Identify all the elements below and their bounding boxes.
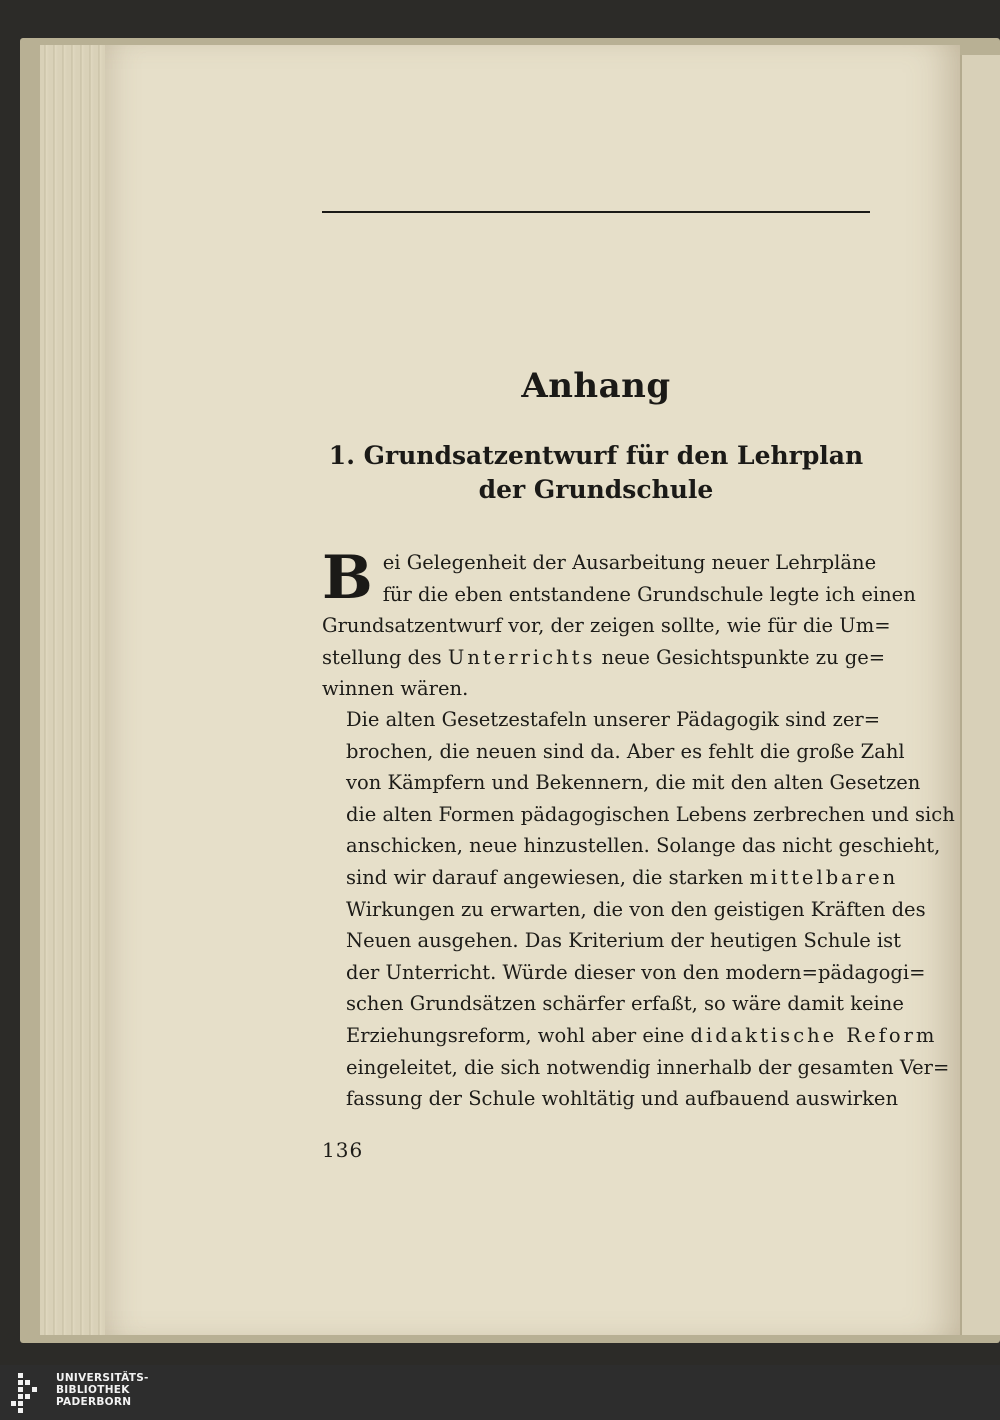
text-run: stellung des — [322, 645, 448, 669]
library-name-line: PADERBORN — [56, 1396, 132, 1408]
text-line: anschicken, neue hinzustellen. Solange das nicht geschieht, — [346, 834, 941, 858]
text-line: ei Gelegenheit der Ausarbeitung neuer Lehrpläne — [382, 551, 877, 574]
text-run: neue Gesichtspunkte zu ge= — [595, 645, 886, 669]
text-line: für die eben entstandene Grundschule legte ich einen — [382, 582, 916, 606]
text-line: schen Grundsätzen schärfer erfaßt, so wäre damit keine — [346, 992, 904, 1016]
text-line: Die alten Gesetzestafeln unserer Pädagogik sind zer= — [346, 708, 881, 731]
drop-cap: B — [322, 543, 373, 613]
library-name-line: BIBLIOTHEK — [56, 1384, 130, 1396]
text-line: der Unterricht. Würde dieser von den modern=pädagogi= — [346, 960, 926, 984]
section-title-line-2: der Grundschule — [478, 475, 714, 504]
text-line: von Kämpfern und Bekennern, die mit den alten Gesetzen — [346, 771, 921, 795]
text-line: winnen wären. — [322, 677, 469, 701]
emphasized-text: Unterrichts — [447, 645, 596, 669]
text-line: Grundsatzentwurf vor, der zeigen sollte, wie für die Um= — [322, 614, 891, 638]
library-name-line: UNIVERSITÄTS- — [56, 1372, 149, 1384]
header-rule — [322, 211, 870, 213]
text-line: die alten Formen pädagogischen Lebens zerbrechen und sich — [346, 802, 955, 826]
page-number: 136 — [322, 1138, 364, 1162]
text-line: Neuen ausgehen. Das Kriterium der heutigen Schule ist — [346, 929, 902, 953]
text-run: sind wir darauf angewiesen, die starken — [346, 865, 750, 889]
text-line: brochen, die neuen sind da. Aber es fehlt die große Zahl — [346, 739, 905, 763]
emphasized-text: didaktische Reform — [690, 1023, 938, 1047]
text-line: Wirkungen zu erwarten, die von den geistigen Kräften des — [346, 897, 926, 921]
section-title — [322, 439, 870, 507]
emphasized-text: mittelbaren — [749, 865, 899, 889]
paragraph-1 — [322, 543, 916, 705]
text-line — [322, 862, 899, 894]
text-line: fassung der Schule wohltätig und aufbauend auswirken — [346, 1087, 899, 1111]
text-line — [322, 1020, 938, 1052]
facing-page-edge — [960, 55, 1000, 1335]
library-name — [56, 1372, 149, 1408]
text-run: Erziehungsreform, wohl aber eine — [346, 1023, 691, 1047]
library-footer — [0, 1365, 1000, 1420]
section-title-line-1: 1. Grundsatzentwurf für den Lehrplan — [328, 441, 864, 470]
paragraph-2 — [322, 704, 955, 1115]
text-line: eingeleitet, die sich notwendig innerhalb der gesamten Ver= — [346, 1055, 950, 1079]
text-line — [322, 642, 886, 674]
library-logo-icon — [10, 1371, 40, 1415]
chapter-title: Anhang — [521, 366, 671, 406]
page-edges — [40, 45, 110, 1335]
